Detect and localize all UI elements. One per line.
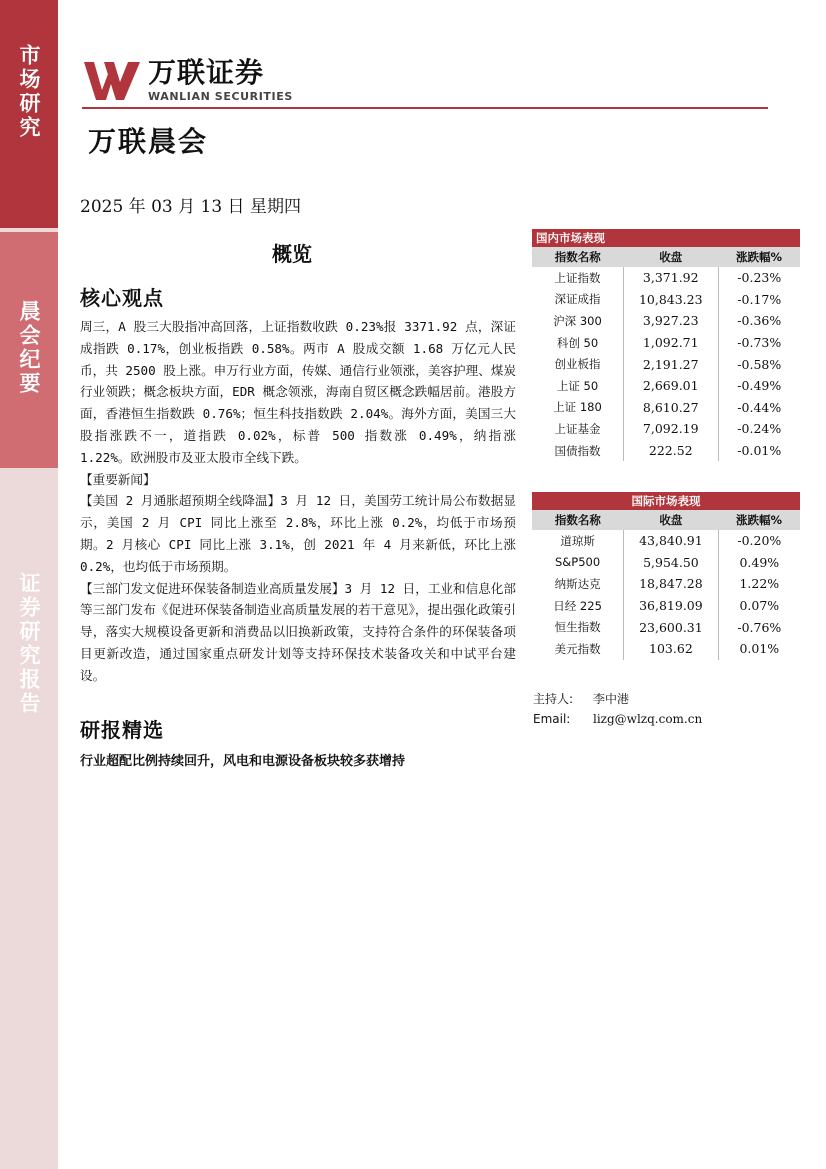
index-change: 0.49%	[739, 554, 780, 570]
host-name: 李中港	[593, 692, 630, 706]
index-name: 上证 50	[556, 378, 599, 393]
index-close: 1,092.71	[623, 332, 718, 354]
index-name: 恒生指数	[554, 620, 601, 635]
table-row	[532, 267, 800, 289]
sidebar-section-market	[0, 0, 58, 228]
index-change: -0.23%	[737, 270, 782, 286]
table-row	[532, 332, 800, 354]
index-close: 36,819.09	[624, 595, 718, 617]
index-name: 国债指数	[554, 443, 601, 458]
research-heading: 研报精选	[80, 718, 164, 742]
table-header: 涨跌幅%	[718, 510, 800, 530]
domestic-table-caption: 国内市场表现	[532, 229, 800, 247]
sidebar	[0, 0, 58, 1169]
table-row	[532, 440, 800, 462]
host-label: 主持人:	[533, 692, 574, 706]
index-name: 日经 225	[553, 598, 602, 613]
table-row	[532, 353, 800, 375]
table-row	[532, 616, 800, 638]
index-change: -0.36%	[737, 313, 782, 329]
logo-text-cn: 万联证券	[148, 56, 265, 89]
header-divider	[82, 107, 768, 109]
index-name: 上证基金	[554, 421, 601, 436]
index-close: 23,600.31	[624, 616, 718, 638]
table-row	[532, 418, 800, 440]
index-close: 43,840.91	[624, 530, 718, 552]
index-name: 道琼斯	[560, 533, 595, 548]
index-close: 2,191.27	[623, 353, 718, 375]
index-close: 8,610.27	[623, 397, 718, 419]
table-header: 收盘	[623, 247, 718, 267]
table-row	[532, 595, 800, 617]
index-name: 创业板指	[554, 357, 601, 372]
table-header: 收盘	[624, 510, 718, 530]
index-change: -0.24%	[737, 421, 782, 437]
email-label: Email:	[533, 712, 571, 726]
sidebar-section-morning	[0, 232, 58, 468]
index-close: 222.52	[623, 440, 718, 462]
email-line	[533, 712, 702, 726]
core-views-heading: 核心观点	[80, 286, 164, 310]
index-change: -0.20%	[737, 533, 782, 549]
index-close: 7,092.19	[623, 418, 718, 440]
table-row	[532, 552, 800, 574]
sidebar-label-morning: 晨会纪要	[17, 300, 41, 396]
news-label: 【重要新闻】	[80, 471, 156, 487]
index-name: 上证 180	[553, 400, 602, 415]
report-title: 万联晨会	[88, 125, 209, 158]
index-change: -0.17%	[737, 291, 782, 307]
index-name: 美元指数	[554, 641, 601, 656]
index-name: 上证指数	[554, 270, 601, 285]
table-row	[532, 289, 800, 311]
index-change: 0.01%	[739, 641, 780, 657]
index-change: -0.76%	[737, 619, 782, 635]
market-summary-paragraph: 周三，A 股三大股指冲高回落，上证指数收跌 0.23%报 3371.92 点，深证成指跌 0.17%，创业板指跌 0.58%。两市 A 股成交额 1.68 万亿元人民币，共 2500 股上涨。申万行业方面，传媒、通信行业领涨，美容护理、煤炭行业领跌；概念板块方面，EDR 概念领涨，海南自贸区概念跌幅居前。港股方面，香港恒生指数跌 0.76%；恒生科技指数跌 2.04%。海外方面，美国三大股指涨跌不一，道指跌 0.02%，标普 500 指数涨 0.49%，纳指涨 1.22%。欧洲股市及亚太股市全线下跌。	[80, 319, 516, 465]
index-change: -0.01%	[737, 443, 782, 459]
table-header: 指数名称	[532, 510, 624, 530]
company-logo	[82, 58, 293, 103]
index-change: -0.49%	[737, 378, 782, 394]
index-close: 5,954.50	[624, 552, 718, 574]
logo-text-en: WANLIAN SECURITIES	[148, 90, 293, 103]
index-close: 3,371.92	[623, 267, 718, 289]
index-close: 18,847.28	[624, 573, 718, 595]
overview-heading: 概览	[272, 242, 312, 266]
news-item-cpi: 【美国 2 月通胀超预期全线降温】3 月 12 日，美国劳工统计局公布数据显示，美国 2 月 CPI 同比上涨至 2.8%，环比上涨 0.2%，均低于市场预期。2 月核心 CPI 同比上涨 3.1%，创 2021 年 4 月来新低，环比上涨 0.2%，也均低于市场预期。	[80, 493, 516, 574]
table-row	[532, 375, 800, 397]
international-table-caption: 国际市场表现	[532, 492, 800, 510]
host-line	[533, 690, 629, 707]
table-row	[532, 638, 800, 660]
table-header: 指数名称	[532, 247, 623, 267]
index-change: -0.44%	[737, 399, 782, 415]
research-item[interactable]: 行业超配比例持续回升，风电和电源设备板块较多获增持	[80, 754, 406, 769]
table-header: 涨跌幅%	[718, 247, 800, 267]
sidebar-label-report: 证券研究报告	[17, 572, 41, 716]
sidebar-section-report	[0, 472, 58, 1169]
index-change: 0.07%	[739, 598, 780, 614]
index-close: 10,843.23	[623, 289, 718, 311]
index-change: -0.58%	[737, 356, 782, 372]
index-name: S&P500	[555, 555, 601, 570]
core-views-body	[80, 316, 516, 687]
table-row	[532, 397, 800, 419]
email-address[interactable]: lizg@wlzq.com.cn	[593, 712, 703, 726]
table-row	[532, 573, 800, 595]
index-name: 深证成指	[554, 292, 601, 307]
index-change: -0.73%	[737, 335, 782, 351]
domestic-market-table	[532, 229, 800, 461]
logo-mark-icon	[82, 60, 142, 102]
index-name: 沪深 300	[553, 313, 602, 328]
sidebar-label-market: 市场研究	[17, 44, 41, 140]
table-row	[532, 310, 800, 332]
index-close: 3,927.23	[623, 310, 718, 332]
index-close: 2,669.01	[623, 375, 718, 397]
index-change: 1.22%	[739, 576, 780, 592]
news-item-policy: 【三部门发文促进环保装备制造业高质量发展】3 月 12 日，工业和信息化部等三部门发布《促进环保装备制造业高质量发展的若干意见》，提出强化政策引导，落实大规模设备更新和消费品以旧换新政策，支持符合条件的环保装备项目更新改造，通过国家重点研发计划等支持环保技术装备攻关和中试平台建设。	[80, 580, 516, 683]
international-market-table	[532, 492, 800, 660]
index-name: 科创 50	[556, 335, 599, 350]
index-name: 纳斯达克	[554, 576, 601, 591]
report-date: 2025 年 03 月 13 日 星期四	[80, 197, 301, 217]
index-close: 103.62	[624, 638, 718, 660]
table-row	[532, 530, 800, 552]
